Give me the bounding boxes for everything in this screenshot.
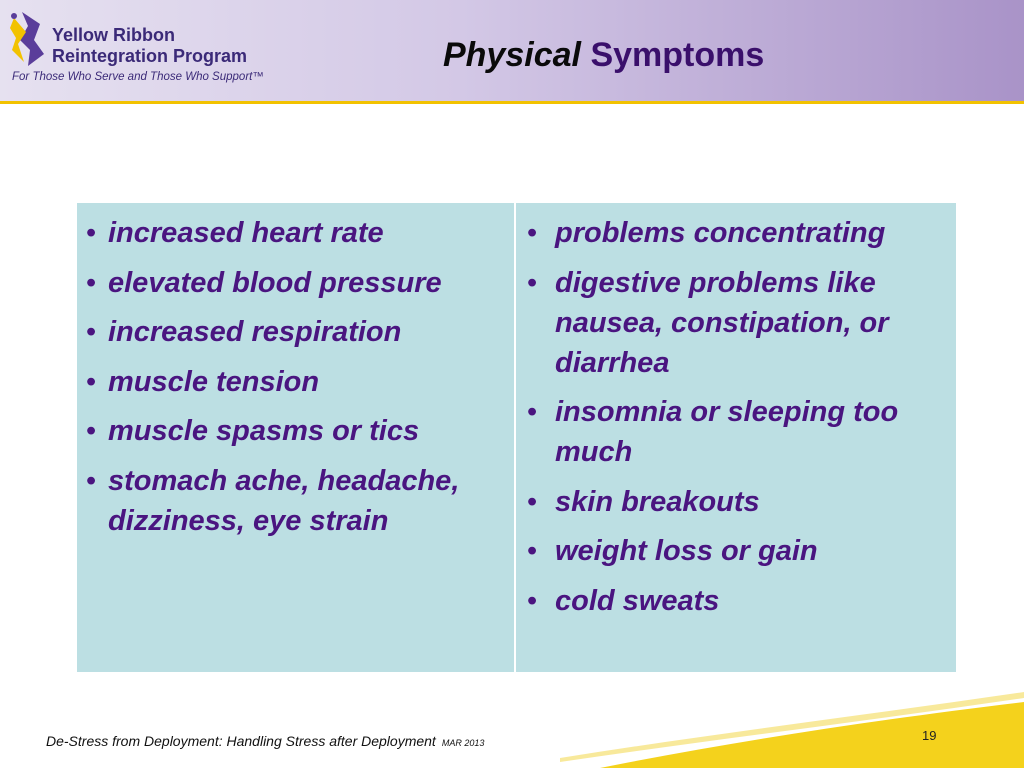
symptoms-left-column (86, 213, 506, 550)
symptom-text: cold sweats (555, 584, 720, 617)
logo-line-2: Reintegration Program (52, 46, 248, 66)
symptom-text: weight loss or gain (555, 535, 818, 567)
symptom-item (86, 213, 506, 253)
symptom-item (86, 461, 506, 541)
symptom-text: muscle spasms or tics (108, 415, 420, 447)
bullet-icon: • (527, 217, 538, 249)
bullet-icon: • (86, 464, 97, 497)
symptom-text: insomnia or sleeping too much (555, 396, 899, 468)
symptom-text: increased respiration (108, 316, 402, 348)
symptom-text: digestive problems like nausea, constipation, or diarrhea (555, 266, 889, 379)
symptoms-right-column (527, 213, 952, 630)
logo-tagline: For Those Who Serve and Those Who Support™ (12, 71, 264, 83)
header-divider (0, 101, 1024, 104)
ribbon-emblem-icon (8, 10, 48, 68)
bullet-icon: • (86, 415, 97, 447)
bullet-icon: • (527, 485, 538, 518)
footer-date: MAR 2013 (441, 738, 485, 748)
slide-title-emphasis: Physical (443, 36, 581, 74)
footer-title: De-Stress from Deployment: Handling Stress after Deployment (46, 733, 436, 749)
symptom-item (86, 362, 506, 402)
symptom-item (527, 581, 952, 621)
column-divider (514, 203, 516, 672)
slide-title (443, 34, 764, 76)
bullet-icon: • (86, 217, 97, 249)
symptom-item (527, 263, 952, 383)
symptom-item (86, 312, 506, 352)
symptoms-table (77, 203, 956, 672)
slide-title-rest: Symptoms (590, 36, 765, 74)
symptom-item (86, 263, 506, 303)
symptom-text: stomach ache, headache, dizziness, eye strain (108, 464, 460, 537)
bullet-icon: • (86, 365, 97, 398)
symptom-text: skin breakouts (555, 485, 760, 518)
logo-line-1: Yellow Ribbon (52, 25, 176, 45)
symptom-item (527, 392, 952, 472)
bullet-icon: • (527, 396, 538, 428)
symptom-item (527, 482, 952, 522)
header-banner (0, 0, 1024, 101)
yellow-ribbon-logo (8, 10, 264, 92)
symptom-text: elevated blood pressure (108, 266, 442, 299)
bullet-icon: • (86, 316, 97, 348)
symptom-text: problems concentrating (555, 217, 886, 249)
bullet-icon: • (527, 584, 538, 617)
symptom-item (86, 411, 506, 451)
bullet-icon: • (86, 266, 97, 299)
symptom-text: increased heart rate (108, 217, 384, 249)
bullet-icon: • (527, 535, 538, 567)
symptom-item (527, 213, 952, 253)
footer-swoosh (560, 690, 1024, 768)
symptom-item (527, 531, 952, 571)
bullet-icon: • (527, 266, 538, 299)
footer-caption (46, 733, 484, 749)
page-number: 19 (922, 728, 937, 743)
symptom-text: muscle tension (108, 365, 320, 398)
